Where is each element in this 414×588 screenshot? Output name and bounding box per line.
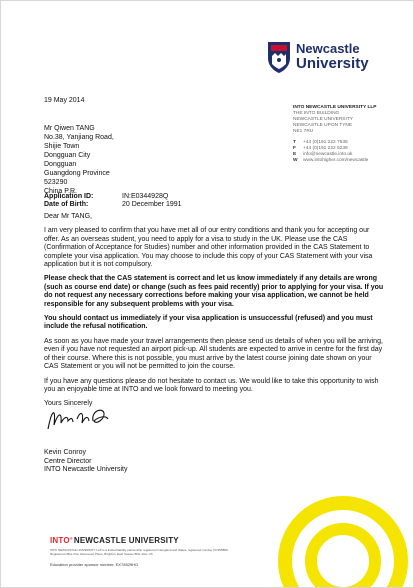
into-newcastle-logo bbox=[50, 536, 290, 545]
dob-value: 20 December 1991 bbox=[122, 201, 182, 208]
paragraph-2: Please check that the CAS statement is correct and let us know immediately if any details are wrong (such as course end date) or change (such as fees paid recently) prior to applying for your visa. If you do not request any necessary corrections before making your visa application, we cannot be held responsible for any subsequent problems with your visa. bbox=[44, 275, 384, 308]
recipient-address bbox=[44, 124, 114, 196]
address-line: 523290 bbox=[44, 179, 68, 186]
signer-organization: INTO Newcastle University bbox=[44, 466, 128, 473]
shield-crest-icon bbox=[266, 40, 292, 74]
dob-row bbox=[44, 201, 182, 209]
registered-mark-icon: ® bbox=[69, 536, 73, 541]
letter-body bbox=[44, 213, 384, 415]
applicant-details bbox=[44, 193, 182, 209]
letter-date: 19 May 2014 bbox=[44, 97, 85, 104]
address-line: Shijie Town bbox=[44, 143, 80, 150]
contact-value: +44 (0)191 222 5239 bbox=[303, 146, 348, 151]
into-brand-rest: NEWCASTLE UNIVERSITY bbox=[73, 536, 179, 545]
address-line: Mr Qiwen TANG bbox=[44, 125, 95, 132]
office-website bbox=[293, 158, 403, 164]
office-address-line: NEWCASTLE UNIVERSITY bbox=[293, 117, 353, 122]
office-name: INTO NEWCASTLE UNIVERSITY LLP bbox=[293, 105, 377, 110]
signer-title: Centre Director bbox=[44, 457, 92, 465]
contact-value: info@newcastle.into.uk bbox=[303, 152, 353, 157]
office-address-line: NEWCASTLE UPON TYNE bbox=[293, 123, 353, 128]
contact-key: W bbox=[293, 158, 298, 163]
office-address-line: THE INTO BUILDING bbox=[293, 111, 340, 116]
logo-line-1: Newcastle bbox=[296, 41, 360, 56]
address-line: Dongguan bbox=[44, 161, 77, 168]
dob-label: Date of Birth: bbox=[44, 201, 89, 208]
address-line: Guangdong Province bbox=[44, 170, 110, 177]
address-line: China P.R. bbox=[44, 188, 77, 195]
paragraph-5: If you have any questions please do not hesitate to contact us. We would like to take this opportunity to wish you an enjoyable time at INTO and we look forward to meeting you. bbox=[44, 377, 379, 393]
application-id-value: IN:E0344928Q bbox=[122, 193, 169, 200]
paragraph-1: I am very pleased to confirm that you have met all of our entry conditions and thank you for accepting our offer. As an overseas student, you need to apply for a visa to study in the UK. Please use the CAS (Confirmation of Acceptance for Studies) number and other information provided in the CAS Statement to complete your visa application. You may choose to include this copy of your CAS Statement with your visa application but it is not compulsory. bbox=[44, 227, 373, 269]
legal-line: INTO NEWCASTLE UNIVERSITY LLP is a limited liability partnership registered in England and Wales, registered number OC355889 bbox=[50, 548, 228, 552]
office-address-line: NE1 7RU bbox=[293, 129, 314, 134]
contact-key: E bbox=[293, 152, 297, 157]
paragraph-4: As soon as you have made your travel arrangements then please send us details of when you will be arriving, even if you have not requested an airport pick-up. All students are expected to arrive in centre for the first day of their course. Where this is not possible, you must arrive by the latest course joining date shown on your CAS Statement or you will not be permitted to join the course. bbox=[44, 337, 383, 371]
closing: Yours Sincerely bbox=[44, 400, 93, 408]
salutation: Dear Mr TANG, bbox=[44, 213, 92, 220]
logo-line-2: University bbox=[296, 55, 369, 72]
office-address-block bbox=[293, 105, 403, 164]
legal-text bbox=[50, 548, 290, 556]
address-line: No.38, Yanjiang Road, bbox=[44, 134, 114, 141]
into-wordmark: INTO bbox=[50, 536, 70, 545]
handwritten-signature bbox=[44, 399, 112, 439]
newcastle-university-logo bbox=[266, 40, 400, 80]
legal-line: Registered office One Gloucester Place, Brighton, East Sussex BN1 4AA, UK bbox=[50, 552, 153, 556]
application-id-row bbox=[44, 193, 182, 201]
signer-block bbox=[44, 449, 128, 475]
sponsor-number: Education provider sponsor number: EXT8529HG bbox=[50, 562, 139, 567]
contact-value: +44 (0)191 222 7535 bbox=[303, 140, 348, 145]
contact-key: F bbox=[293, 146, 296, 151]
contact-value: www.intohigher.com/newcastle bbox=[303, 158, 369, 163]
footer bbox=[50, 536, 290, 567]
signer-name: Kevin Conroy bbox=[44, 449, 87, 456]
address-line: Dongguan City bbox=[44, 152, 91, 159]
application-id-label: Application ID: bbox=[44, 193, 94, 200]
contact-key: T bbox=[293, 140, 296, 145]
paragraph-3: You should contact us immediately if your visa application is unsuccessful (refused) and you must include the refusal notification. bbox=[44, 315, 373, 331]
